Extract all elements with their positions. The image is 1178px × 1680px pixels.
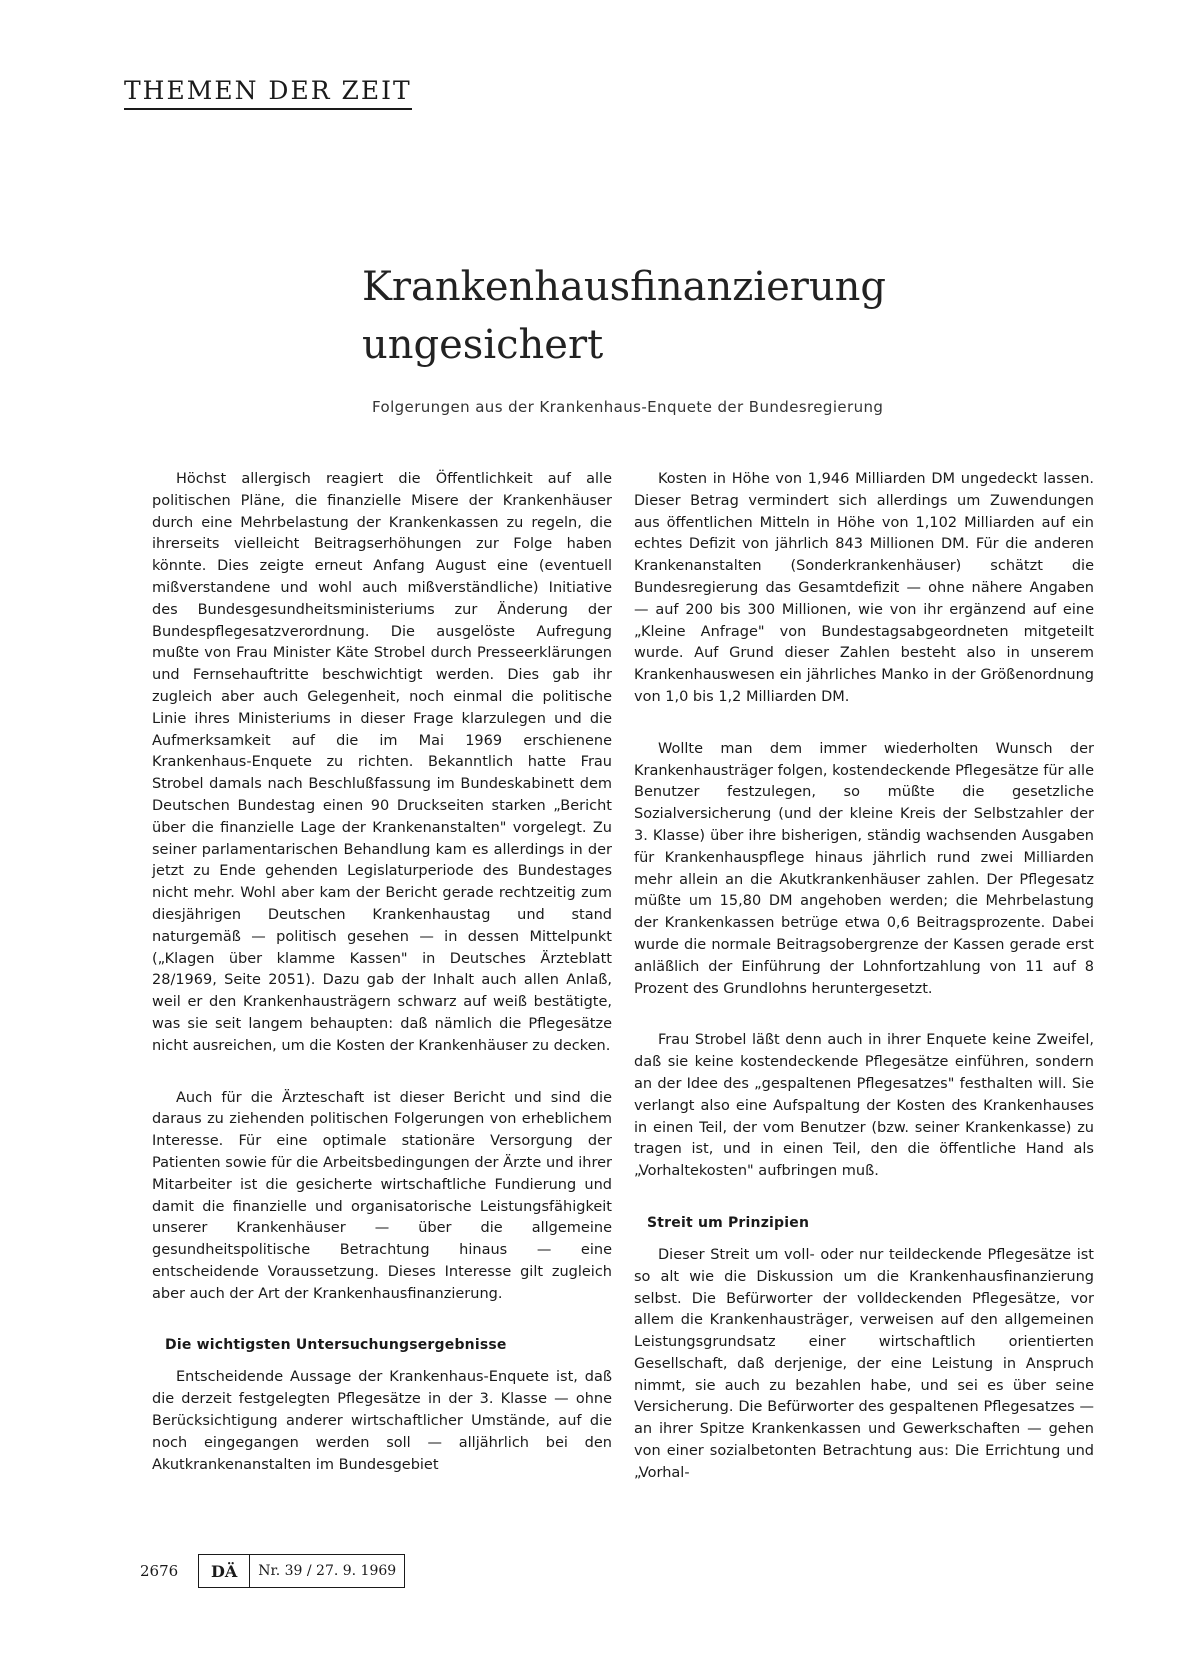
page-number: 2676 — [140, 1562, 179, 1580]
section-heading: THEMEN DER ZEIT — [124, 76, 412, 110]
article-subtitle: Folgerungen aus der Krankenhaus-Enquete der Bundesregierung — [372, 398, 884, 416]
journal-abbreviation: DÄ — [199, 1555, 250, 1587]
paragraph: Dieser Streit um voll- oder nur teildeckende Pflegesätze ist so alt wie die Diskussion um die Krankenhausfinanzierung selbst. Die Befürworter der volldeckenden Pflegesätze, vor allem die Krankenhausträger, verweisen auf den allgemeinen Leistungsgrundsatz einer wirtschaftlich orientierten Gesellschaft, daß derjenige, der eine Leistung in Anspruch nimmt, sie auch zu bezahlen habe, und sei es über seine Versicherung. Die Befürworter des gespaltenen Pflegesatzes — an ihrer Spitze Krankenkassen und Gewerkschaften — gehen von einer sozialbetonten Betrachtung aus: Die Errichtung und „Vorhal- — [634, 1246, 1094, 1481]
subheading: Streit um Prinzipien — [647, 1214, 810, 1231]
title-line-1: Krankenhausfinanzierung — [362, 264, 887, 310]
subheading: Die wichtigsten Untersuchungsergebnisse — [165, 1337, 507, 1354]
page-footer — [140, 1553, 405, 1589]
paragraph: Wollte man dem immer wiederholten Wunsch der Krankenhausträger folgen, kostendeckende Pflegesätze für alle Benutzer festzulegen, so müßte die gesetzliche Sozialversicherung (und der kleine Kreis der Selbstzahler der 3. Klasse) über ihre bisherigen, ständig wachsenden Ausgaben für Krankenhauspflege hinaus jährlich rund zwei Milliarden mehr allein an die Akutkrankenhäuser zahlen. Der Pflegesatz müßte um 15,80 DM angehoben werden; die Mehrbelastung der Krankenkassen betrüge etwa 0,6 Beitragsprozente. Dabei wurde die normale Beitragsobergrenze der Kassen gerade erst anläßlich der Einführung der Lohnfortzahlung von 11 auf 8 Prozent des Grundlohns heruntergesetzt. — [634, 740, 1094, 997]
paragraph: Auch für die Ärzteschaft ist dieser Bericht und sind die daraus zu ziehenden politischen Folgerungen von erheblichem Interesse. Für eine optimale stationäre Versorgung der Patienten sowie für die Arbeitsbedingungen der Ärzte und ihrer Mitarbeiter ist die gesicherte wirtschaftliche Fundierung und damit die finanzielle und organisatorische Leistungsfähigkeit unserer Krankenhäuser — über die allgemeine gesundheitspolitische Betrachtung hinaus — eine entscheidende Voraussetzung. Dieses Interesse gilt zugleich aber auch der Art der Krankenhausfinanzierung. — [152, 1089, 612, 1302]
paragraph: Kosten in Höhe von 1,946 Milliarden DM ungedeckt lassen. Dieser Betrag vermindert sich allerdings um Zuwendungen aus öffentlichen Mitteln in Höhe von 1,102 Milliarden auf ein echtes Defizit von jährlich 843 Millionen DM. Für die anderen Krankenanstalten (Sonderkrankenhäuser) schätzt die Bundesregierung das Gesamtdefizit — ohne nähere Angaben — auf 200 bis 300 Millionen, wie von ihr ergänzend auf eine „Kleine Anfrage" von Bundestagsabgeordneten mitgeteilt wurde. Auf Grund dieser Zahlen besteht also in unserem Krankenhauswesen ein jährliches Manko in der Größenordnung von 1,0 bis 1,2 Milliarden DM. — [634, 471, 1094, 705]
paragraph: Höchst allergisch reagiert die Öffentlichkeit auf alle politischen Pläne, die finanzielle Misere der Krankenhäuser durch eine Mehrbelastung der Krankenkassen zu regeln, die ihrerseits vielleicht Beitragserhöhungen zur Folge haben könnte. Dies zeigte erneut Anfang August eine (eventuell mißverstandene und wohl auch mißverständliche) Initiative des Bundesgesundheitsministeriums zur Änderung der Bundespflegesatzverordnung. Die ausgelöste Aufregung mußte von Frau Minister Käte Strobel durch Presseerklärungen und Fernsehauftritte beschwichtigt werden. Dies gab ihr zugleich aber auch Gelegenheit, noch einmal die politische Linie ihres Ministeriums in dieser Frage klarzulegen und die Aufmerksamkeit auf die im Mai 1969 erschienene Krankenhaus-Enquete zu richten. Bekanntlich hatte Frau Strobel damals nach Beschlußfassung im Bundeskabinett dem Deutschen Bundestag einen 90 Druckseiten starken „Bericht über die finanzielle Lage der Krankenanstalten" vorgelegt. Zu seiner parlamentarischen Behandlung kam es allerdings in der jetzt zu Ende gehenden Legislaturperiode des Bundestages nicht mehr. Wohl aber kam der Bericht gerade rechtzeitig zum diesjährigen Deutschen Krankenhaustag und stand naturgemäß — politisch gesehen — in dessen Mittelpunkt („Klagen über klamme Kassen" in Deutsches Ärzteblatt 28/1969, Seite 2051). Dazu gab der Inhalt auch allen Anlaß, weil er den Krankenhausträgern schwarz auf weiß bestätigte, was sie seit langem behaupten: daß nämlich die Pflegesätze nicht ausreichen, um die Kosten der Krankenhäuser zu decken. — [152, 471, 612, 1054]
right-column — [634, 469, 1094, 1485]
issue-box — [198, 1554, 405, 1588]
title-line-2: ungesichert — [362, 322, 604, 368]
issue-reference: Nr. 39 / 27. 9. 1969 — [258, 1563, 397, 1579]
article-title — [362, 258, 886, 374]
left-column — [152, 469, 612, 1476]
paragraph: Entscheidende Aussage der Krankenhaus-Enquete ist, daß die derzeit festgelegten Pflegesätze in der 3. Klasse — ohne Berücksichtigung anderer wirtschaftlicher Umstände, auf die noch eingegangen werden soll — alljährlich bei den Akutkrankenanstalten im Bundesgebiet — [152, 1369, 612, 1473]
paragraph: Frau Strobel läßt denn auch in ihrer Enquete keine Zweifel, daß sie keine kostendeckende Pflegesätze einführen, sondern an der Idee des „gespaltenen Pflegesatzes" festhalten will. Sie verlangt also eine Aufspaltung der Kosten des Krankenhauses in einen Teil, der vom Benutzer (bzw. seiner Krankenkasse) zu tragen ist, und in einen Teil, den die öffentliche Hand als „Vorhaltekosten" aufbringen muß. — [634, 1032, 1094, 1180]
